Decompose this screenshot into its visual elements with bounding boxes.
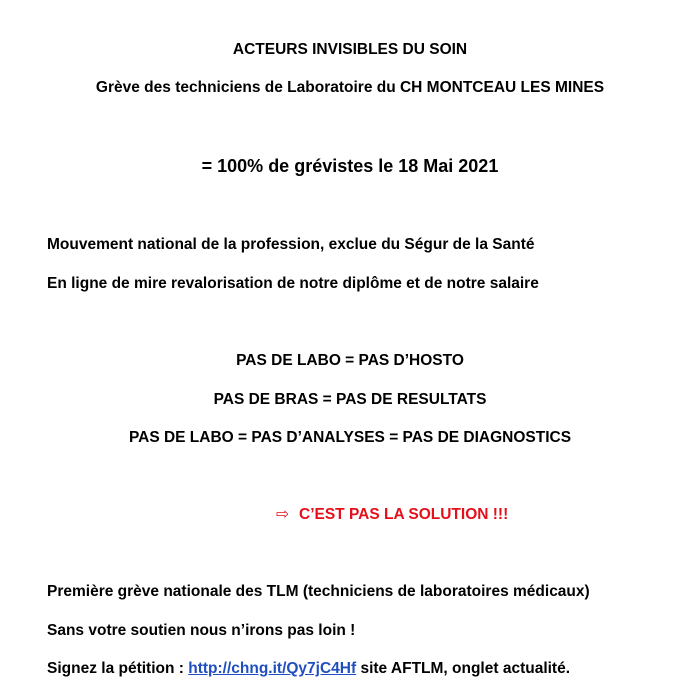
headline: = 100% de grévistes le 18 Mai 2021 [201, 156, 499, 176]
slogan-2: PAS DE BRAS = PAS DE RESULTATS [213, 391, 487, 408]
document-subtitle: Grève des techniciens de Laboratoire du CH MONTCEAU LES MINES [95, 79, 605, 96]
paragraph-line-1: Mouvement national de la profession, exclue du Ségur de la Santé [47, 236, 535, 253]
petition-suffix: site AFTLM, onglet actualité. [356, 660, 571, 677]
callout [276, 505, 508, 525]
petition-prefix: Signez la pétition : [47, 660, 189, 677]
closing-line-1: Première grève nationale des TLM (techniciens de laboratoires médicaux) [47, 583, 590, 600]
petition-link[interactable]: http://chng.it/Qy7jC4Hf [188, 660, 357, 677]
slogan-3: PAS DE LABO = PAS D’ANALYSES = PAS DE DIAGNOSTICS [128, 429, 572, 446]
paragraph-line-2: En ligne de mire revalorisation de notre diplôme et de notre salaire [47, 275, 539, 292]
arrow-right-icon: ⇨ [276, 506, 289, 523]
slogan-1: PAS DE LABO = PAS D’HOSTO [236, 352, 464, 369]
callout-text: C’EST PAS LA SOLUTION !!! [299, 506, 509, 523]
petition-line [47, 659, 570, 679]
document-title: ACTEURS INVISIBLES DU SOIN [232, 41, 468, 58]
closing-line-2: Sans votre soutien nous n’irons pas loin ! [47, 622, 356, 639]
